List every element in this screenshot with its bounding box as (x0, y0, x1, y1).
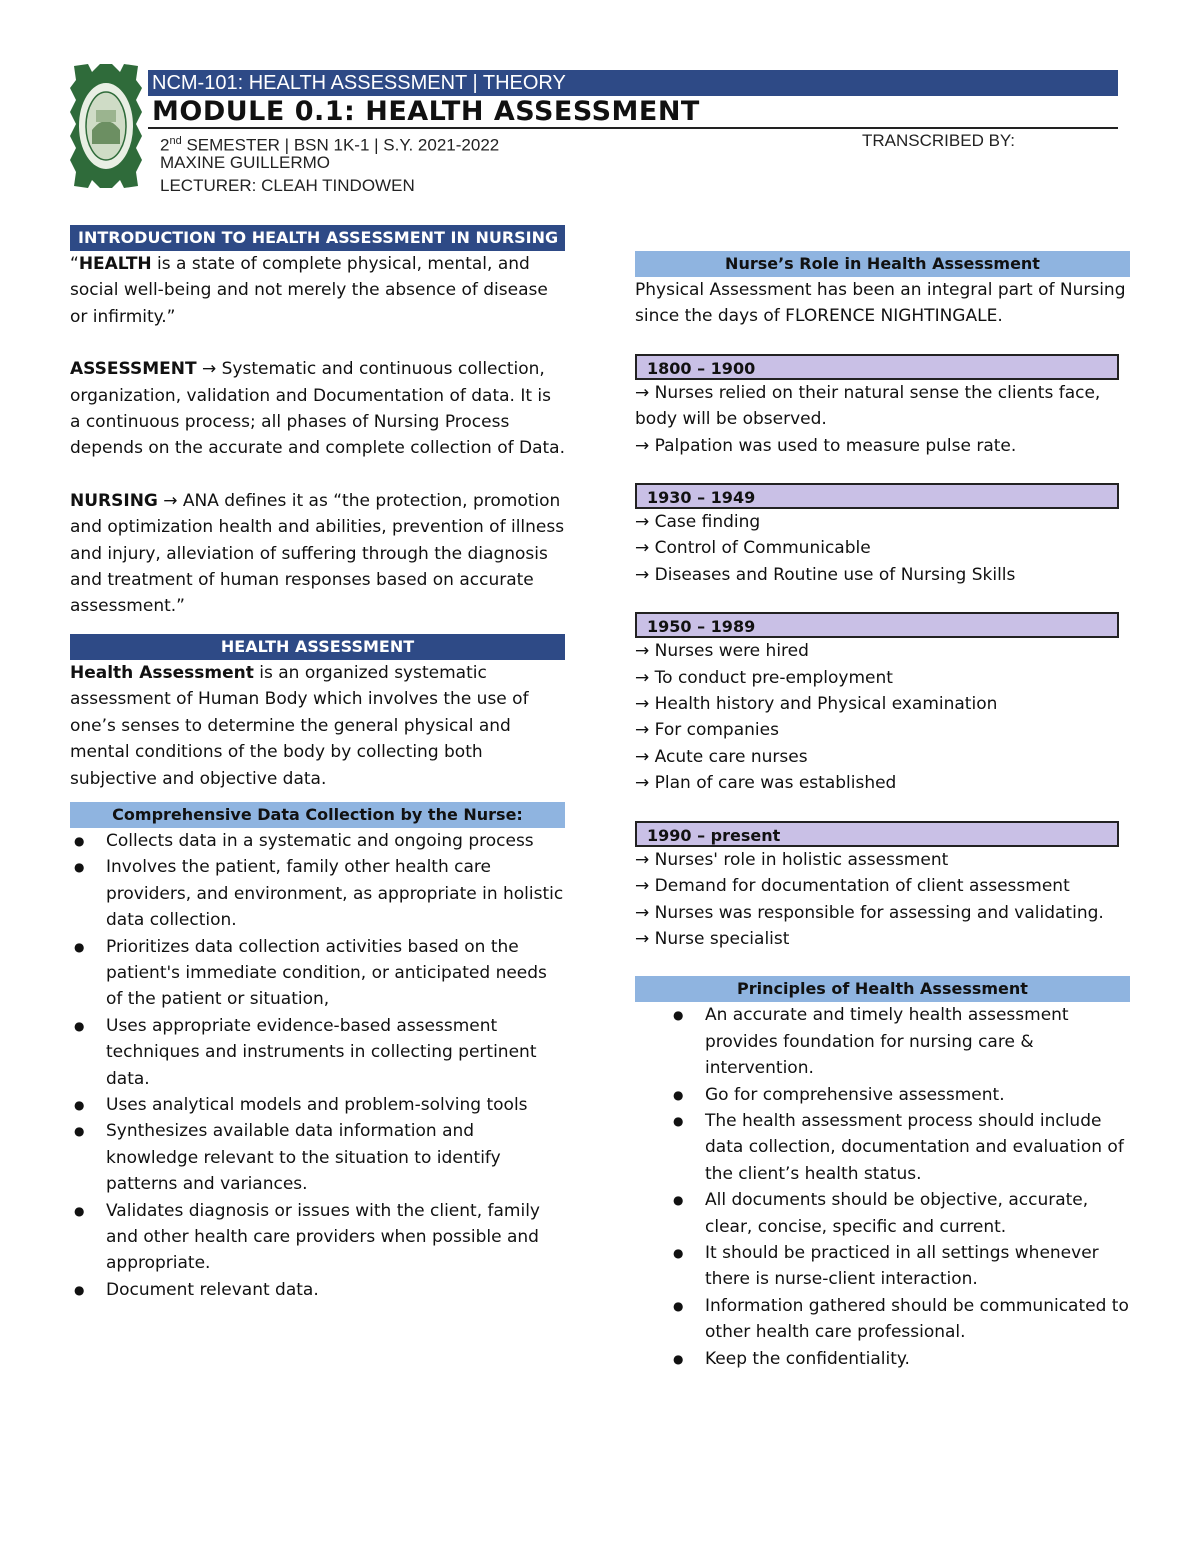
nurse-role-section-header: Nurse’s Role in Health Assessment (635, 251, 1130, 277)
list-item: ● Collects data in a systematic and ongoing process (70, 828, 565, 854)
list-item: ● Document relevant data. (70, 1277, 565, 1303)
list-item: → Health history and Physical examination (635, 694, 998, 715)
list-item: → Nurses relied on their natural sense the clients face, body will be observed. (635, 382, 1101, 430)
health-definition: “HEALTH is a state of complete physical, mental, and social well-being and not merely the absence of disease or infirmity.” (70, 254, 548, 327)
course-banner: NCM-101: HEALTH ASSESSMENT | THEORY (148, 70, 1118, 96)
transcriber-name: MAXINE GUILLERMO (160, 153, 331, 172)
list-item: ● An accurate and timely health assessment provides foundation for nursing care & intervention. (635, 1002, 1130, 1081)
list-item: → Nurses' role in holistic assessment (635, 849, 949, 870)
list-item: → Nurses were hired (635, 641, 809, 662)
assessment-definition: ASSESSMENT → Systematic and continuous collection, organization, validation and Documentation of data. It is a continuous process; all phases of Nursing Process depends on the accurate and complete collection of Data. (70, 359, 565, 459)
lecturer-line: LECTURER: CLEAH TINDOWEN (160, 176, 415, 195)
list-item: ● Uses analytical models and problem-solving tools (70, 1092, 565, 1118)
list-item: ● Involves the patient, family other health care providers, and environment, as appropriate in holistic data collection. (70, 854, 565, 933)
nursing-definition: NURSING → ANA defines it as “the protection, promotion and optimization health and abilities, prevention of illness and injury, alleviation of suffering through the diagnosis and treatment of human responses based on accurate assessment.” (70, 490, 565, 617)
list-item: ● It should be practiced in all settings whenever there is nurse-client interaction. (635, 1240, 1130, 1293)
semester-line: 2nd SEMESTER | BSN 1K-1 | S.Y. 2021-2022 (160, 135, 500, 155)
list-item: → For companies (635, 720, 779, 741)
list-item: ● Go for comprehensive assessment. (635, 1082, 1130, 1108)
list-item: → Acute care nurses (635, 746, 808, 767)
list-item: → Palpation was used to measure pulse rate. (635, 435, 1017, 456)
data-collection-section-header: Comprehensive Data Collection by the Nurse: (70, 802, 565, 828)
list-item: ● Uses appropriate evidence-based assessment techniques and instruments in collecting pertinent data. (70, 1013, 565, 1092)
list-item: ● The health assessment process should include data collection, documentation and evaluation of the client’s health status. (635, 1108, 1130, 1187)
list-item: → Case finding (635, 512, 761, 533)
data-collection-list (70, 828, 565, 1303)
left-column (70, 225, 565, 1303)
list-item: ● Validates diagnosis or issues with the client, family and other health care providers when possible and appropriate. (70, 1198, 565, 1277)
list-item: ● Synthesizes available data information and knowledge relevant to the situation to identify patterns and variances. (70, 1118, 565, 1197)
university-seal-logo (66, 60, 146, 192)
era-header-1930: 1930 – 1949 (635, 483, 1119, 509)
list-item: ● All documents should be objective, accurate, clear, concise, specific and current. (635, 1187, 1130, 1240)
transcribed-label: TRANSCRIBED BY: (862, 131, 1016, 150)
era-header-1950: 1950 – 1989 (635, 612, 1119, 638)
era-header-1800: 1800 – 1900 (635, 354, 1119, 380)
right-column (635, 251, 1130, 1372)
list-item: → Control of Communicable (635, 538, 871, 559)
list-item: ● Information gathered should be communicated to other health care professional. (635, 1293, 1130, 1346)
list-item: → Nurses was responsible for assessing and validating. (635, 902, 1104, 923)
list-item: → Plan of care was established (635, 773, 897, 794)
list-item: → Diseases and Routine use of Nursing Skills (635, 564, 1016, 585)
health-assessment-section-header: HEALTH ASSESSMENT (70, 634, 565, 660)
intro-section-header: INTRODUCTION TO HEALTH ASSESSMENT IN NURSING (70, 225, 565, 251)
era-header-1990: 1990 – present (635, 821, 1119, 847)
header-divider (148, 127, 1118, 129)
list-item: → Nurse specialist (635, 928, 790, 949)
list-item: → To conduct pre-employment (635, 667, 893, 688)
list-item: ● Prioritizes data collection activities based on the patient's immediate condition, or anticipated needs of the patient or situation, (70, 934, 565, 1013)
nurse-role-text: Physical Assessment has been an integral part of Nursing since the days of FLORENCE NIGHTINGALE. (635, 280, 1126, 327)
principles-section-header: Principles of Health Assessment (635, 976, 1130, 1002)
module-title: MODULE 0.1: HEALTH ASSESSMENT (152, 96, 700, 127)
list-item: ● Keep the confidentiality. (635, 1346, 1130, 1372)
list-item: → Demand for documentation of client assessment (635, 876, 1070, 897)
health-assessment-definition: Health Assessment is an organized systematic assessment of Human Body which involves the use of one’s senses to determine the general physical and mental conditions of the body by collecting both subjective and objective data. (70, 662, 529, 789)
principles-list (635, 1002, 1130, 1372)
